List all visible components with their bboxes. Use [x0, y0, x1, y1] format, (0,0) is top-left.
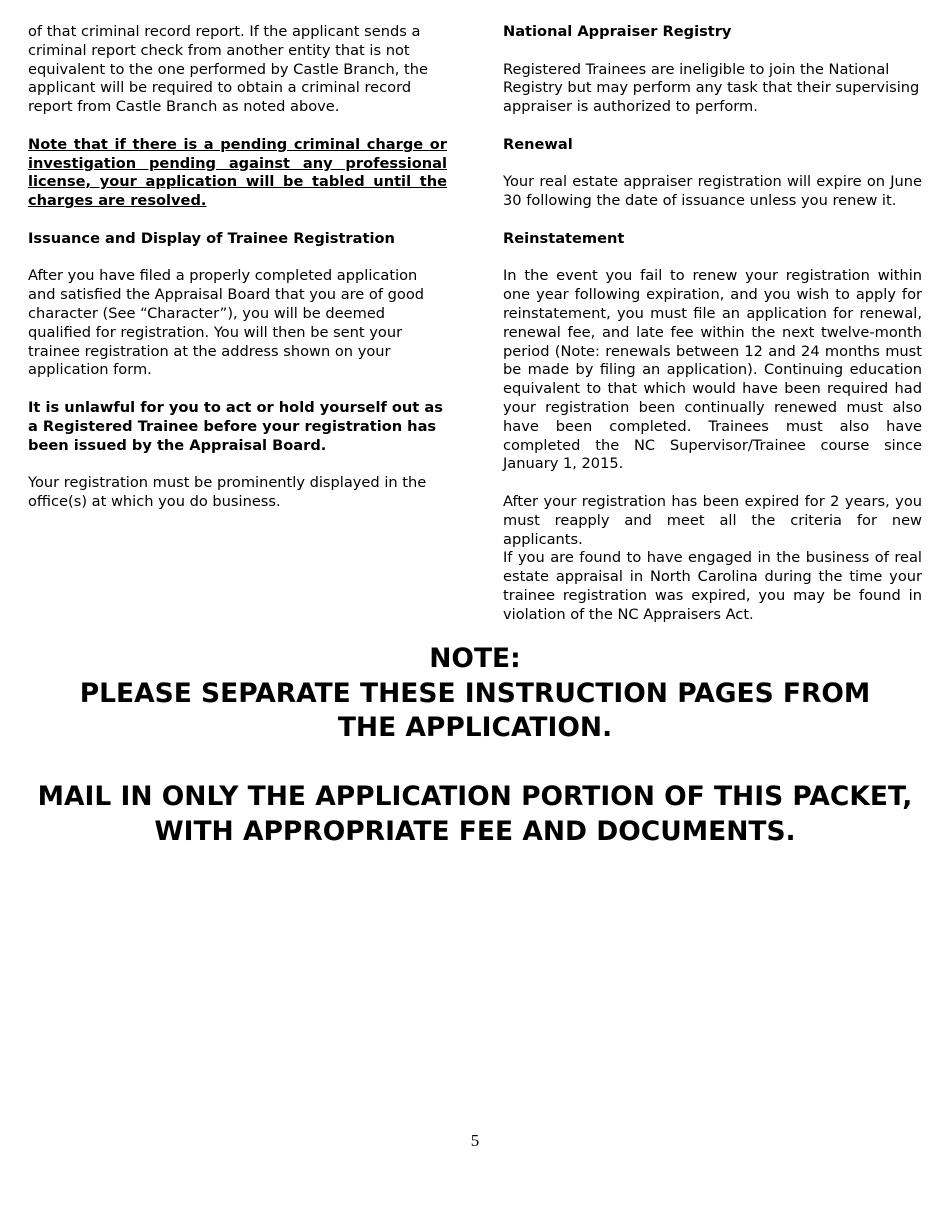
issuance-paragraph: After you have filed a properly completed application and satisfied the Appraisal Board that you are of good character (See “Character”), you will be deemed qualified for registration. You will then be sent your trainee registration at the address shown on your application form.: [28, 267, 425, 379]
notice-label: NOTE:: [429, 643, 521, 674]
display-paragraph: Your registration must be prominently displayed in the office(s) at which you do business.: [28, 474, 427, 510]
separate-line-1: PLEASE SEPARATE THESE INSTRUCTION PAGES FROM: [79, 677, 871, 709]
renewal-heading: Renewal: [503, 135, 573, 153]
unlawful-warning: It is unlawful for you to act or hold yourself out as a Registered Trainee before your registration has been issued by the Appraisal Board.: [28, 398, 443, 454]
issuance-heading: Issuance and Display of Trainee Registration: [28, 229, 395, 247]
left-column: [28, 23, 447, 512]
page-number: 5: [470, 1131, 480, 1150]
reinstatement-heading: Reinstatement: [503, 229, 625, 247]
separate-instructions-notice: [0, 642, 950, 746]
renewal-paragraph: Your real estate appraiser registration will expire on June 30 following the date of issuance unless you renew it.: [503, 173, 922, 210]
registry-paragraph: Registered Trainees are ineligible to join the National Registry but may perform any task that their supervising appraiser is authorized to perform.: [503, 60, 920, 116]
mail-line-2: WITH APPROPRIATE FEE AND DOCUMENTS.: [154, 815, 796, 847]
separate-line-2: THE APPLICATION.: [337, 712, 613, 743]
expired-paragraph: After your registration has been expired for 2 years, you must reapply and meet all the criteria for new applicants.: [503, 492, 922, 548]
right-column: [503, 23, 922, 625]
mail-line-1: MAIL IN ONLY THE APPLICATION PORTION OF THIS PACKET,: [37, 781, 913, 812]
pending-charge-note: Note that if there is a pending criminal charge or investigation pending against any professional license, your application will be tabled until the charges are resolved.: [28, 135, 447, 210]
criminal-record-continued-paragraph: of that criminal record report. If the applicant sends a criminal report check from another entity that is not equivalent to the one performed by Castle Branch, the applicant will be required to obtain a criminal record report from Castle Branch as noted above.: [28, 23, 428, 116]
separation-notice: [0, 642, 950, 884]
mail-instructions-notice: [0, 780, 950, 849]
violation-paragraph: If you are found to have engaged in the business of real estate appraisal in North Carolina during the time your trainee registration was expired, you may be found in violation of the NC Appraisers Act.: [503, 549, 922, 623]
registry-heading: National Appraiser Registry: [503, 23, 732, 40]
reinstatement-paragraph: In the event you fail to renew your registration within one year following expiration, and you wish to apply for reinstatement, you must file an application for renewal, renewal fee, and late fee within the next twelve-month period (Note: renewals between 12 and 24 months must be made by filing an application). Continuing education equivalent to that which would have been required had your registration been continually renewed must also have been completed. Trainees must also have completed the NC Supervisor/Trainee course since January 1, 2015.: [503, 267, 922, 473]
